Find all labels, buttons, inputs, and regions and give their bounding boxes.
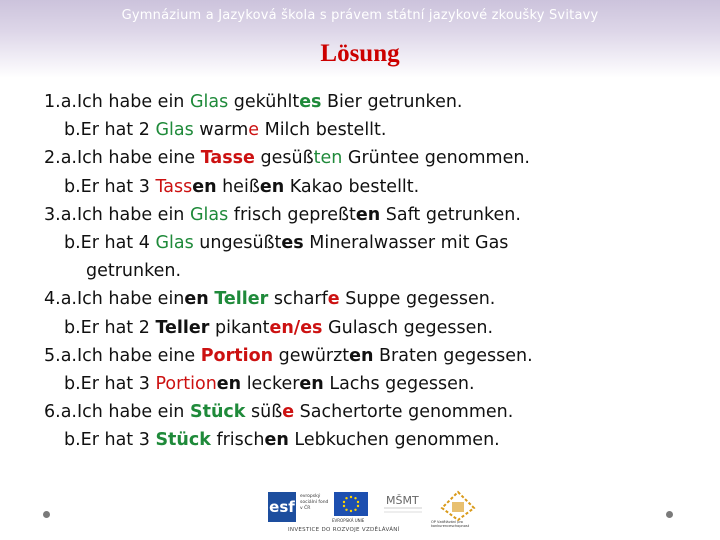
highlighted-word: en [184,289,209,310]
sentence-text: Ich habe ein [76,92,190,112]
solution-line [64,233,508,253]
solution-line [44,346,533,366]
sentence-text: gesüß [254,148,314,169]
sentence-text: ungesüßt [193,233,282,253]
school-name: Gymnázium a Jazyková škola s právem státní jazykové zkoušky Svitavy [121,8,599,23]
highlighted-word: Teller [155,317,210,338]
highlighted-word: Teller [214,289,269,310]
sentence-text: scharf [268,289,328,310]
item-number: 1.a. [44,92,77,112]
msmt-logo-icon [382,490,424,520]
sentence-text: Er hat 4 [80,233,156,253]
op-logo-icon [438,490,478,524]
highlighted-word: en [355,204,381,225]
solution-line [64,430,500,450]
highlighted-word: Glas [189,92,229,112]
highlighted-word: Glas [155,120,194,141]
sentence-text: Bier getrunken. [321,92,463,112]
item-number: b. [64,430,81,451]
sentence-text: Ich habe ein [76,289,185,310]
highlighted-word: ten [313,148,343,169]
sentence-text: Kakao bestellt. [284,176,420,197]
solution-line [44,92,462,112]
esf-logo-icon: esf [268,492,296,522]
highlighted-word: es [299,92,322,112]
sentence-text: Saft getrunken. [380,204,521,225]
item-number: 5.a. [44,345,77,366]
item-number: 6.a. [44,402,77,423]
highlighted-word: en [299,374,324,394]
sentence-text: Er hat 3 [80,176,156,197]
sentence-text: Milch bestellt. [259,120,387,141]
item-number: b. [64,374,81,394]
solution-line [64,177,419,197]
item-number: b. [64,317,81,338]
highlighted-word: Glas [189,204,229,225]
sentence-text: getrunken. [86,261,182,282]
highlighted-word: Tass [155,176,193,197]
sentence-text: gekühlt [228,92,300,112]
sentence-text: Lachs gegessen. [323,374,475,394]
footer-logos [266,490,480,536]
highlighted-word: en/es [269,317,323,338]
highlighted-word: Stück [189,402,246,423]
sentence-text: Ich habe eine [76,148,201,169]
sentence-text: gewürzt [273,345,350,366]
solution-line [64,318,493,338]
sentence-text: Gulasch gegessen. [322,317,494,338]
msmt-logo-text: MŠMT [386,494,419,507]
sentence-text: Ich habe eine [76,345,201,366]
sentence-text: Braten gegessen. [373,345,533,366]
item-number: b. [64,233,81,253]
sentence-text: pikant [209,317,270,338]
op-caption: OP Vzdělávání pro konkurenceschopnost [431,520,470,528]
highlighted-word: e [327,289,340,310]
highlighted-word: en [349,345,374,366]
sentence-text: frisch gepreßt [228,204,356,225]
highlighted-word: Portion [155,374,217,394]
sentence-text: Ich habe ein [76,402,190,423]
bullet-dot-left [43,511,50,518]
sentence-text: Mineralwasser mit Gas [303,233,509,253]
item-number: b. [64,176,81,197]
highlighted-word: Stück [155,430,211,451]
sentence-text: Ich habe ein [76,204,190,225]
bullet-dot-right [666,511,673,518]
solution-line [44,402,513,422]
sentence-text: Grüntee genommen. [342,148,530,169]
highlighted-word: en [259,176,285,197]
item-number: 3.a. [44,204,77,225]
sentence-text: frisch [210,430,265,451]
highlighted-word: en [216,374,242,394]
sentence-text: süß [245,402,283,423]
highlighted-word: Portion [200,345,274,366]
sentence-text: Er hat 2 [80,120,156,141]
solution-line [44,148,530,168]
esf-caption: evropský sociální fond v ČR [300,494,329,511]
sentence-text: Lebkuchen genommen. [288,430,500,451]
solution-line [64,120,386,140]
sentence-text: Er hat 2 [80,317,156,338]
eu-flag-icon [334,492,368,516]
highlighted-word: e [248,120,260,141]
sentence-text: lecker [241,374,300,394]
page-title: Lösung [320,40,400,67]
item-number: 4.a. [44,289,77,310]
highlighted-word: Tasse [200,148,255,169]
item-number: 2.a. [44,148,77,169]
sentence-text: Sachertorte genommen. [294,402,514,423]
highlighted-word: en [264,430,289,451]
item-number: b. [64,120,81,141]
sentence-text: Er hat 3 [80,374,156,394]
solution-line [64,374,475,394]
sentence-text: warm [193,120,249,141]
solution-line [44,289,495,309]
highlighted-word: en [192,176,217,197]
sentence-text: Suppe gegessen. [339,289,496,310]
highlighted-word: es [281,233,304,253]
sentence-text: Er hat 3 [80,430,156,451]
solution-line [44,205,521,225]
sentence-text: heiß [216,176,260,197]
solution-line [86,261,181,281]
footer-tagline: INVESTICE DO ROZVOJE VZDĚLÁVÁNÍ [288,527,400,533]
eu-caption: EVROPSKÁ UNIE [332,518,365,523]
highlighted-word: e [282,402,295,423]
highlighted-word: Glas [155,233,194,253]
